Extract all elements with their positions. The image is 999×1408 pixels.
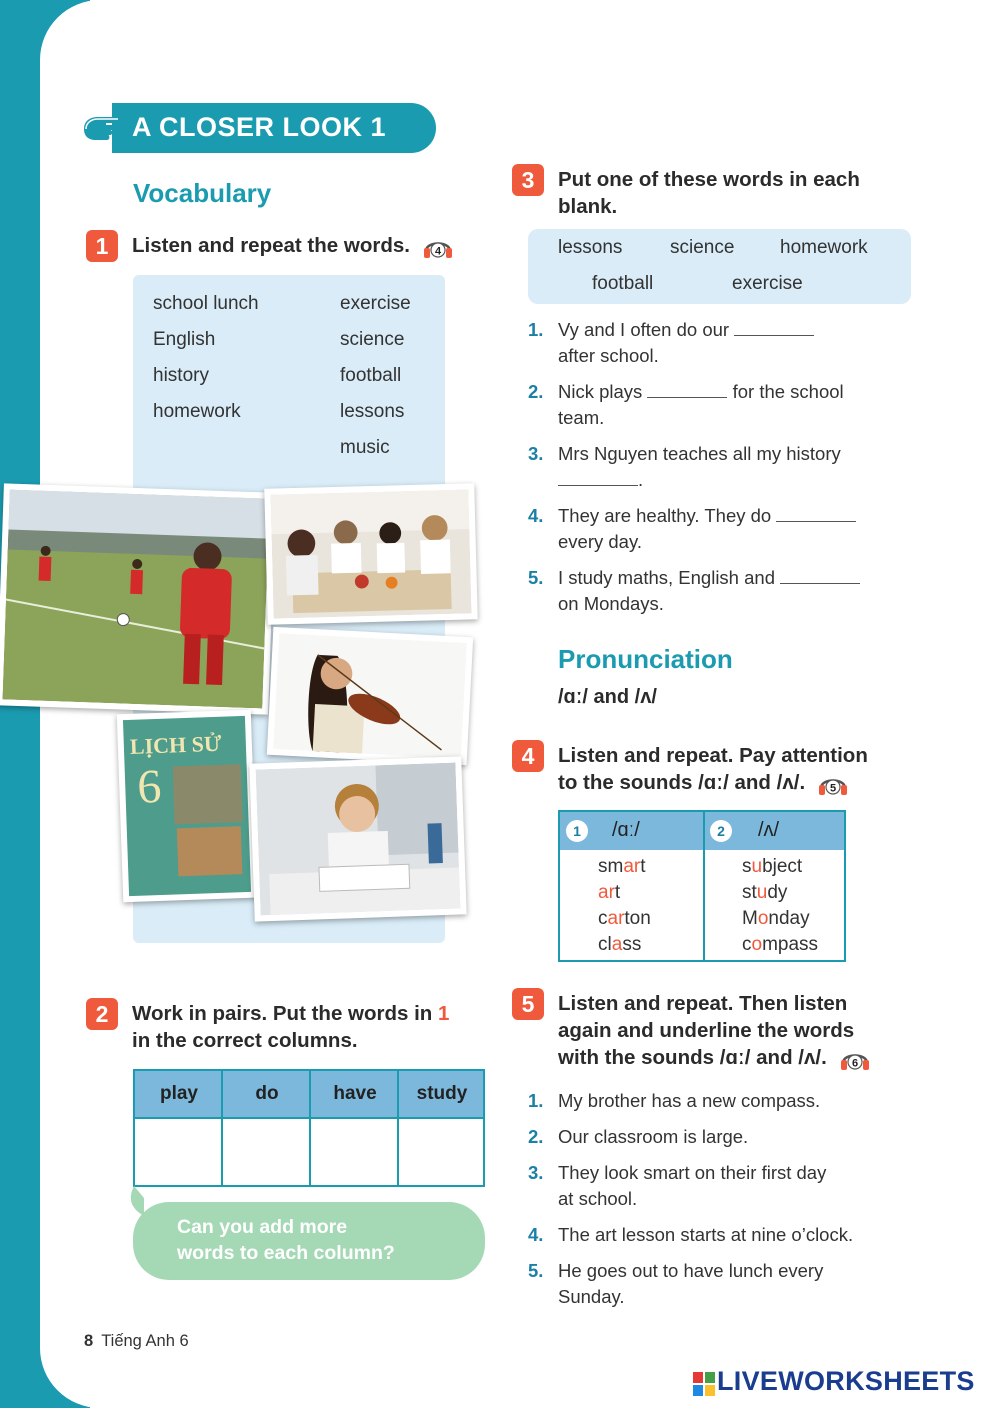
item-text[interactable]: He goes out to have lunch every [558, 1260, 824, 1281]
sound-word: Monday [742, 908, 810, 929]
vocab-word: exercise [340, 293, 411, 314]
task-3-item-5 [528, 565, 908, 617]
item-number: 1. [528, 319, 544, 340]
section-header [80, 103, 436, 153]
task-2-instruction-line2: in the correct columns. [132, 1029, 358, 1052]
school-lunch-photo [264, 483, 477, 624]
item-number: 5. [528, 1260, 544, 1281]
pronunciation-title: Pronunciation [558, 644, 733, 674]
word-bank-item: homework [780, 237, 868, 258]
column-header-play: play [159, 1083, 199, 1104]
study-photo-image [256, 763, 461, 916]
book-cover-image [173, 764, 243, 824]
item-text[interactable]: My brother has a new compass. [558, 1090, 821, 1111]
word-bank-item: exercise [732, 273, 803, 294]
do-answer-cell[interactable] [225, 1119, 309, 1185]
word-bank-item: football [592, 273, 654, 294]
answer-blank[interactable] [558, 471, 638, 486]
task-3-item-1 [528, 317, 908, 369]
bubble-line2: words to each column? [177, 1242, 395, 1264]
task-4-instruction-line2: to the sounds /ɑː/ and /ʌ/. [558, 771, 806, 794]
sound-word: class [598, 934, 642, 955]
item-text[interactable]: They look smart on their first day [558, 1162, 827, 1183]
task-2-number: 2 [86, 998, 118, 1030]
book-grade: 6 [136, 759, 163, 814]
vocab-word: science [340, 329, 405, 350]
speech-bubble [133, 1202, 485, 1280]
column-2-number: 2 [710, 820, 732, 842]
pointing-hand-icon [80, 109, 124, 149]
task-5-number: 5 [512, 988, 544, 1020]
study-answer-cell[interactable] [401, 1119, 483, 1185]
task-4-number: 4 [512, 740, 544, 772]
item-number: 4. [528, 505, 544, 526]
item-text: Vy and I often do our [558, 319, 730, 340]
verb-columns-table [133, 1069, 485, 1187]
column-header-have: have [333, 1083, 377, 1104]
item-text: team. [558, 407, 605, 428]
item-number: 3. [528, 443, 544, 464]
vocab-word: lessons [340, 401, 405, 422]
task-3-number: 3 [512, 164, 544, 196]
task-5-item-1[interactable] [528, 1088, 908, 1114]
headphones-audio-icon[interactable] [839, 1047, 871, 1071]
violin-photo [267, 627, 473, 765]
table-divider [221, 1071, 223, 1185]
sound-word: art [598, 882, 621, 903]
item-text: . [638, 469, 644, 490]
history-book-photo [117, 710, 257, 903]
liveworksheets-brand[interactable]: LIVEWORKSHEETS [717, 1366, 975, 1396]
task-2-reference: 1 [438, 1002, 450, 1025]
audio-track-6: 6 [851, 1057, 858, 1070]
item-text[interactable]: The art lesson starts at nine o’clock. [558, 1224, 854, 1245]
sound-word: smart [598, 856, 646, 877]
page-footer [84, 1332, 189, 1351]
item-text: They are healthy. They do [558, 505, 772, 526]
table-divider [309, 1071, 311, 1185]
violin-photo-image [273, 633, 467, 759]
vocabulary-title: Vocabulary [133, 178, 272, 208]
task-4-instruction-line1: Listen and repeat. Pay attention [558, 744, 868, 767]
page-number: 8 [84, 1332, 94, 1350]
task-5-item-2[interactable] [528, 1124, 908, 1150]
answer-blank[interactable] [734, 321, 814, 336]
have-answer-cell[interactable] [313, 1119, 397, 1185]
play-answer-cell[interactable] [137, 1119, 221, 1185]
item-text[interactable]: Our classroom is large. [558, 1126, 749, 1147]
sound-word: study [742, 882, 788, 903]
column-header-do: do [255, 1083, 279, 1104]
answer-blank[interactable] [647, 383, 727, 398]
column-1-number: 1 [566, 820, 588, 842]
item-text: I study maths, English and [558, 567, 775, 588]
pronunciation-subtitle: /ɑː/ and /ʌ/ [558, 686, 657, 708]
task-3-instruction-line1: Put one of these words in each [558, 168, 860, 191]
vocab-word: football [340, 365, 402, 386]
vocab-word: history [153, 365, 209, 386]
study-photo [249, 756, 466, 921]
colosseum-image [177, 826, 243, 876]
item-number: 2. [528, 1126, 544, 1147]
vocab-word: music [340, 437, 390, 458]
football-photo-image [2, 490, 269, 709]
sound-word: subject [742, 856, 803, 877]
table-divider [703, 812, 705, 960]
task-5-item-3[interactable] [528, 1160, 908, 1212]
answer-blank[interactable] [776, 507, 856, 522]
task-1-number: 1 [86, 230, 118, 262]
sounds-table [558, 810, 846, 962]
item-number: 4. [528, 1224, 544, 1245]
headphones-audio-icon[interactable] [422, 235, 454, 259]
item-number: 5. [528, 567, 544, 588]
item-text: after school. [558, 345, 659, 366]
table-divider [397, 1071, 399, 1185]
item-number: 1. [528, 1090, 544, 1111]
word-bank-item: lessons [558, 237, 623, 258]
school-lunch-photo-image [270, 489, 471, 618]
item-number: 2. [528, 381, 544, 402]
item-text: Mrs Nguyen teaches all my history [558, 443, 841, 464]
task-3-item-2 [528, 379, 908, 431]
column-1-symbol: /ɑː/ [612, 819, 640, 841]
task-5-item-4[interactable] [528, 1222, 908, 1248]
vocab-word: school lunch [153, 293, 259, 314]
task-5-instruction-line1: Listen and repeat. Then listen [558, 992, 848, 1015]
bubble-line1: Can you add more [177, 1216, 348, 1238]
vocab-word: homework [153, 401, 241, 422]
task-5-instruction-line3: with the sounds /ɑː/ and /ʌ/. [558, 1046, 827, 1069]
book-name: Tiếng Anh 6 [101, 1332, 189, 1350]
audio-track-5: 5 [829, 782, 836, 795]
item-text: every day. [558, 531, 642, 552]
task-1-instruction: Listen and repeat the words. [132, 234, 410, 257]
task-3-instruction-line2: blank. [558, 195, 618, 218]
task-2-instruction-line1: Work in pairs. Put the words in [132, 1002, 439, 1025]
column-2-symbol: /ʌ/ [758, 819, 780, 841]
item-text: on Mondays. [558, 593, 664, 614]
task-3-item-3 [528, 441, 908, 493]
item-text[interactable]: Sunday. [558, 1286, 625, 1307]
word-bank-item: science [670, 237, 735, 258]
sound-word: compass [742, 934, 819, 955]
sounds-table-header [560, 812, 844, 850]
liveworksheets-logo-icon [693, 1367, 715, 1401]
vocab-word: English [153, 329, 216, 350]
answer-blank[interactable] [780, 569, 860, 584]
football-photo [0, 483, 276, 714]
task-3-item-4 [528, 503, 908, 555]
sound-word: carton [598, 908, 651, 929]
task-5-instruction-line2: again and underline the words [558, 1019, 855, 1042]
header-title: A CLOSER LOOK 1 [132, 112, 387, 142]
task-5-item-5[interactable] [528, 1258, 908, 1310]
book-title: LỊCH SỬ [129, 730, 222, 759]
item-text: for the school [732, 381, 844, 402]
item-text[interactable]: at school. [558, 1188, 638, 1209]
audio-track-4: 4 [434, 245, 441, 258]
headphones-audio-icon[interactable] [817, 772, 849, 796]
item-number: 3. [528, 1162, 544, 1183]
item-text: Nick plays [558, 381, 643, 402]
column-header-study: study [416, 1083, 468, 1104]
